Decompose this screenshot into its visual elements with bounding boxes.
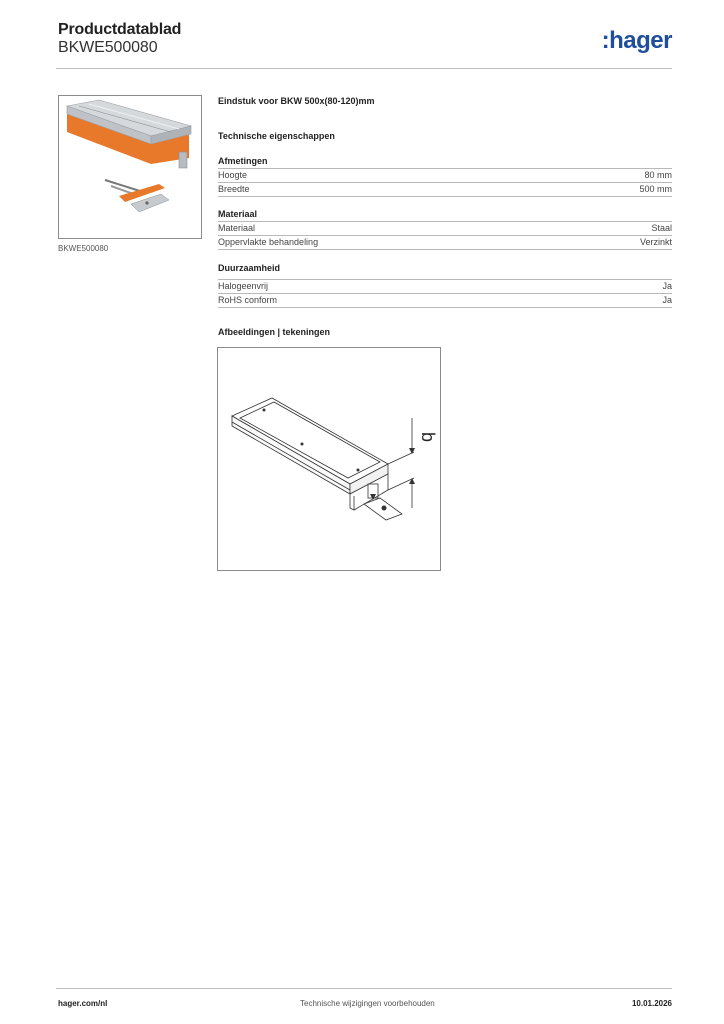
property-row	[218, 182, 672, 196]
property-value: 500 mm	[639, 184, 672, 194]
drawing-hole	[301, 443, 304, 446]
footer-notice: Technische wijzigingen voorbehouden	[300, 999, 435, 1008]
property-value: Verzinkt	[639, 237, 672, 247]
section-heading-duurzaamheid: Duurzaamheid	[218, 263, 281, 273]
page-title: Productdatablad	[58, 21, 182, 38]
technical-drawing	[217, 347, 441, 571]
section-end-line	[218, 307, 672, 308]
technical-properties-heading: Technische eigenschappen	[218, 131, 335, 141]
property-value: Ja	[662, 295, 672, 305]
drawing-hole	[357, 469, 360, 472]
plate-hole	[145, 201, 148, 204]
drawings-heading: Afbeeldingen | tekeningen	[218, 327, 331, 337]
property-label: Materiaal	[218, 223, 256, 233]
footer-divider	[56, 988, 672, 989]
property-value: Ja	[662, 281, 672, 291]
property-label: Hoogte	[218, 170, 248, 180]
drawing-hole	[263, 409, 266, 412]
product-image	[58, 95, 202, 239]
footer-date: 10.01.2026	[631, 999, 672, 1008]
section-end-line	[218, 196, 672, 197]
property-value: Staal	[651, 223, 672, 233]
product-photo-illustration	[59, 96, 201, 238]
property-row	[218, 279, 672, 293]
property-row	[218, 168, 672, 182]
technical-drawing-svg	[218, 348, 440, 570]
hager-logo	[602, 27, 672, 55]
property-row	[218, 221, 672, 235]
logo-text: :hager	[601, 27, 672, 54]
dimension-extension-top	[388, 452, 414, 464]
section-heading-materiaal: Materiaal	[218, 209, 258, 219]
property-label: Breedte	[218, 184, 250, 194]
property-label: Oppervlakte behandeling	[218, 237, 319, 247]
section-end-line	[218, 249, 672, 250]
footer-website: hager.com/nl	[58, 999, 108, 1008]
property-row	[218, 235, 672, 249]
dimension-label: b	[418, 432, 438, 443]
property-label: Halogeenvrij	[218, 281, 269, 291]
section-heading-afmetingen: Afmetingen	[218, 156, 268, 166]
dimension-arrow-down	[409, 448, 415, 454]
property-label: RoHS conform	[218, 295, 278, 305]
bracket	[179, 152, 187, 168]
product-image-caption: BKWE500080	[58, 244, 109, 253]
product-description: Eindstuk voor BKW 500x(80-120)mm	[218, 96, 375, 106]
dimension-arrow-up	[409, 478, 415, 484]
property-row	[218, 293, 672, 307]
property-value: 80 mm	[644, 170, 672, 180]
product-code: BKWE500080	[58, 39, 158, 56]
header-divider	[56, 68, 672, 69]
drawing-screw	[382, 506, 387, 511]
